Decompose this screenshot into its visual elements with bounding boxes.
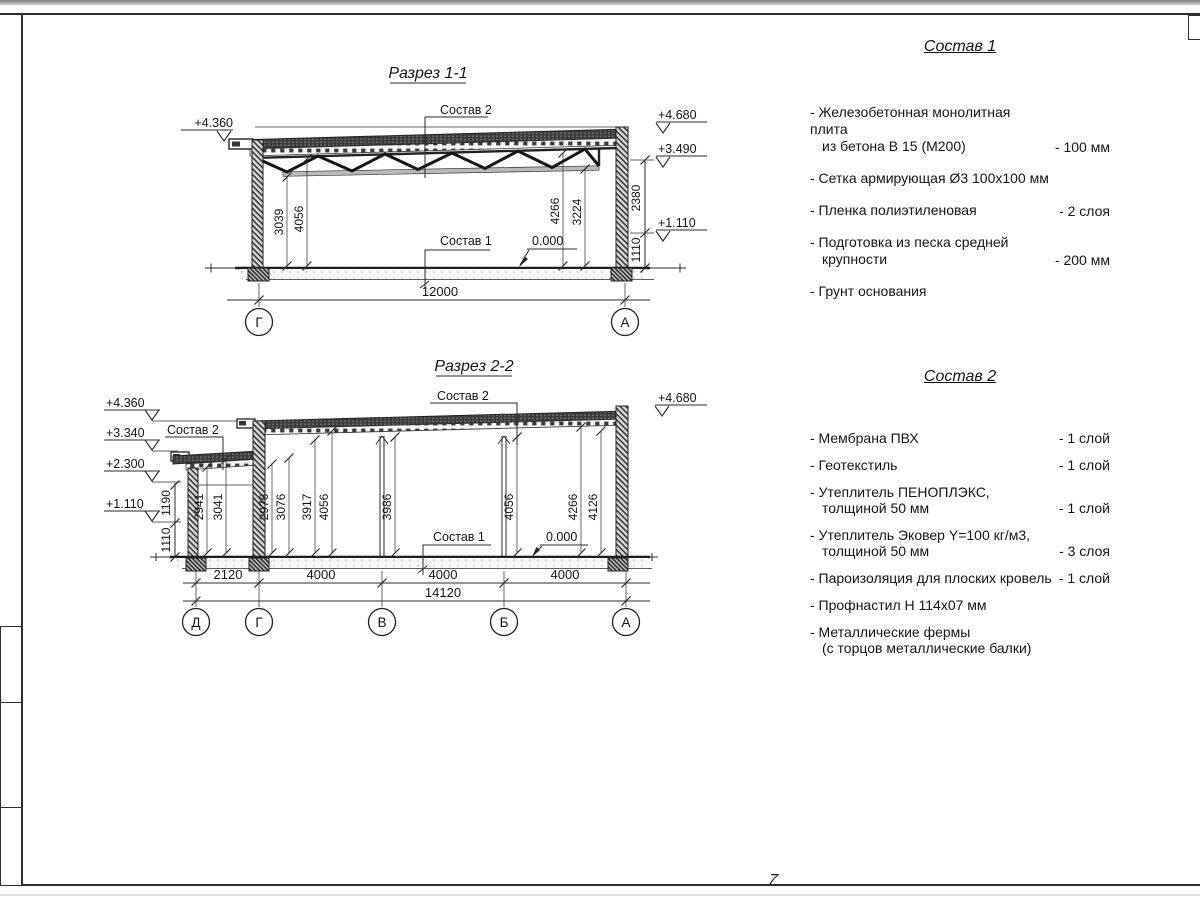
section-2-2 xyxy=(104,358,707,636)
material-item: - Железобетонная монолитная плита из бетона В 15 (М200) - 100 мм xyxy=(810,104,1110,155)
svg-text:3039: 3039 xyxy=(272,208,286,236)
dim-right-outer-1-1 xyxy=(629,156,654,273)
svg-text:1110: 1110 xyxy=(159,527,173,553)
svg-text:4266: 4266 xyxy=(566,493,580,521)
elevation-mark-right-2-2 xyxy=(655,391,707,416)
svg-text:+1.110: +1.110 xyxy=(106,497,144,511)
svg-text:1110: 1110 xyxy=(629,237,643,263)
material-item: - Пленка полиэтиленовая - 2 слоя xyxy=(810,202,1110,219)
svg-text:4000: 4000 xyxy=(550,567,580,582)
svg-text:+3.490: +3.490 xyxy=(658,142,697,156)
svg-text:3917: 3917 xyxy=(300,493,314,521)
svg-text:Г: Г xyxy=(255,615,263,630)
svg-text:0.000: 0.000 xyxy=(546,530,578,544)
svg-text:4056: 4056 xyxy=(502,493,516,521)
material-item: - Геотекстиль - 1 слой xyxy=(810,457,1110,473)
svg-text:Д: Д xyxy=(191,615,201,630)
svg-text:Состав 1: Состав 1 xyxy=(433,530,485,544)
elevation-mark-left-1-1 xyxy=(181,116,233,141)
svg-text:1190: 1190 xyxy=(159,490,173,516)
zero-level-mark-1-1 xyxy=(519,234,577,267)
svg-text:4266: 4266 xyxy=(548,197,562,225)
svg-text:+4.680: +4.680 xyxy=(658,108,697,122)
page-number: 7 xyxy=(766,872,779,889)
svg-text:2120: 2120 xyxy=(213,567,243,582)
svg-text:4126: 4126 xyxy=(586,493,600,521)
material-item: - Мембрана ПВХ - 1 слой xyxy=(810,430,1110,446)
dim-bottom-1-1 xyxy=(227,283,650,307)
svg-text:А: А xyxy=(620,315,630,330)
svg-text:В: В xyxy=(377,615,387,630)
svg-text:+2.300: +2.300 xyxy=(106,457,145,471)
svg-text:2941: 2941 xyxy=(192,493,206,521)
sostav2-panel xyxy=(810,368,1110,667)
svg-text:Состав 2: Состав 2 xyxy=(167,423,219,437)
section-1-1 xyxy=(181,65,707,336)
material-item: - Утеплитель ПЕНОПЛЭКС, толщиной 50 мм - 1 слой xyxy=(810,484,1110,516)
roof-1-1 xyxy=(229,127,628,156)
sostav1-title: Состав 1 xyxy=(923,38,997,55)
svg-text:+4.360: +4.360 xyxy=(106,396,145,410)
material-item: - Сетка армирующая Ø3 100х100 мм xyxy=(810,170,1049,186)
svg-text:4000: 4000 xyxy=(306,567,336,582)
svg-text:0.000: 0.000 xyxy=(532,234,564,248)
svg-text:+1.110: +1.110 xyxy=(658,216,696,230)
material-item: - Пароизоляция для плоских кровель - 1 слой xyxy=(810,570,1110,586)
section-2-2-title: Разрез 2-2 xyxy=(434,358,514,375)
material-item: - Металлические фермы (с торцов металлические балки) xyxy=(810,624,1032,656)
svg-text:3076: 3076 xyxy=(274,493,288,521)
footing xyxy=(249,558,269,571)
sostav2-title: Состав 2 xyxy=(923,368,997,385)
svg-text:Состав 2: Состав 2 xyxy=(440,103,492,117)
svg-text:12000: 12000 xyxy=(421,284,459,299)
elevation-marks-right-1-1 xyxy=(656,108,707,241)
svg-text:Состав 1: Состав 1 xyxy=(440,234,492,248)
svg-text:14120: 14120 xyxy=(424,585,462,600)
footing xyxy=(186,558,206,571)
floor-1-1 xyxy=(205,264,686,282)
svg-text:3224: 3224 xyxy=(570,198,584,226)
material-item: - Грунт основания xyxy=(810,283,927,299)
leader-sostav1-1-1 xyxy=(420,234,492,289)
svg-text:А: А xyxy=(621,615,631,630)
zero-level-mark-2-2 xyxy=(532,530,588,557)
svg-text:3986: 3986 xyxy=(380,493,394,521)
footing xyxy=(611,268,632,281)
svg-text:2976: 2976 xyxy=(257,493,271,521)
svg-text:3041: 3041 xyxy=(211,493,225,521)
axis-bubbles-2-2 xyxy=(183,609,640,636)
svg-text:2380: 2380 xyxy=(629,184,643,212)
svg-text:Состав 2: Состав 2 xyxy=(437,389,489,403)
svg-text:Б: Б xyxy=(499,615,509,630)
footing xyxy=(248,268,269,281)
sostav1-panel xyxy=(810,38,1110,315)
axis-bubbles-1-1 xyxy=(246,309,639,336)
dim-bottom-2-2 xyxy=(183,567,650,607)
svg-text:4056: 4056 xyxy=(317,493,331,521)
footing xyxy=(608,558,628,571)
section-1-1-title: Разрез 1-1 xyxy=(388,65,468,82)
material-item: - Профнастил Н 114х07 мм xyxy=(810,597,987,613)
svg-text:+4.360: +4.360 xyxy=(194,116,233,130)
svg-text:Г: Г xyxy=(255,315,263,330)
dim-left-outer-2-2 xyxy=(159,481,180,562)
svg-text:4056: 4056 xyxy=(292,205,306,233)
svg-text:4000: 4000 xyxy=(428,567,458,582)
svg-text:+4.680: +4.680 xyxy=(658,391,697,405)
material-item: - Утеплитель Эковер Y=100 кг/м3, толщиной 50 мм - 3 слоя xyxy=(810,527,1110,559)
material-item: - Подготовка из песка средней крупности - 200 мм xyxy=(810,234,1110,268)
svg-text:+3.340: +3.340 xyxy=(106,426,145,440)
